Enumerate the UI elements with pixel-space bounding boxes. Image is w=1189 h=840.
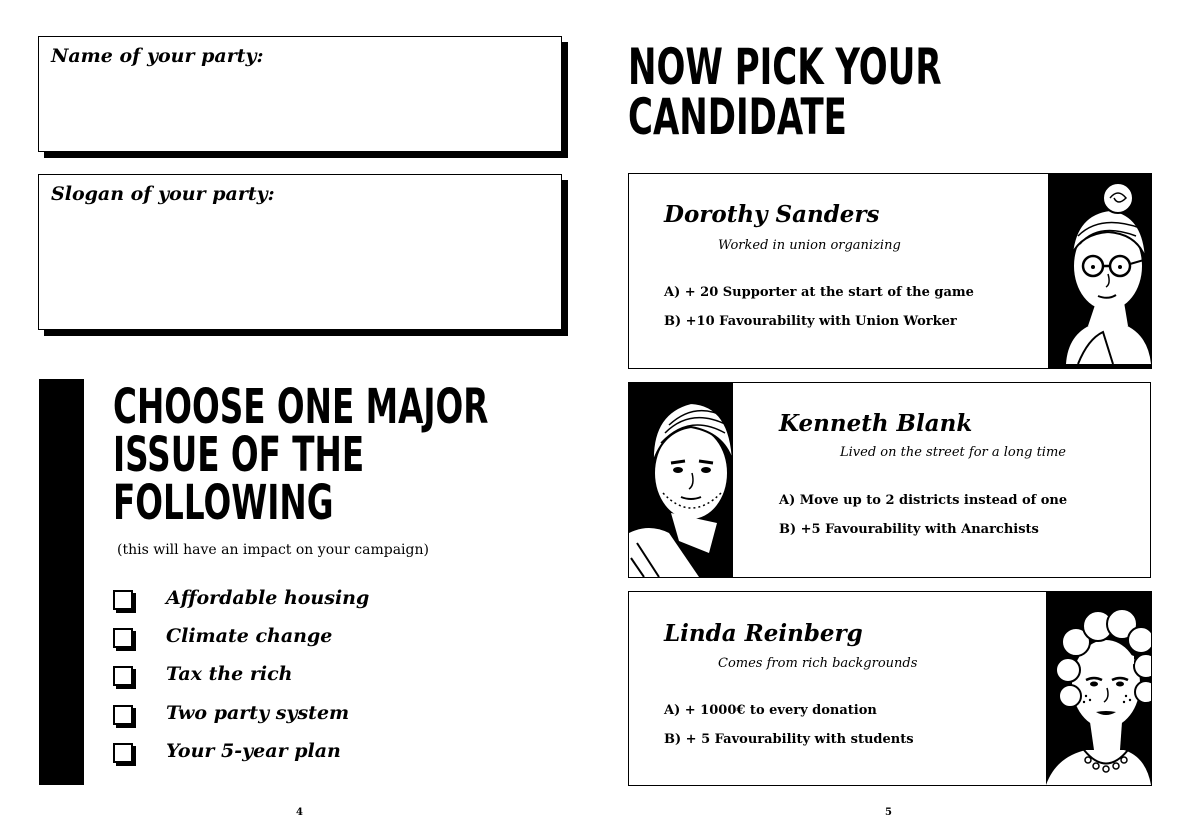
candidate-card-dorothy-sanders[interactable]	[628, 173, 1152, 369]
issue-label: Climate change	[166, 625, 333, 647]
candidate-headline-line-1: NOW PICK YOUR	[628, 38, 942, 96]
party-slogan-label: Slogan of your party:	[51, 183, 275, 205]
candidate-option-b[interactable]: B) + 5 Favourability with students	[664, 732, 914, 747]
candidate-name: Linda Reinberg	[664, 620, 863, 647]
checkbox-icon[interactable]	[113, 590, 133, 610]
checkbox-icon[interactable]	[113, 743, 133, 763]
curly-haired-woman-portrait-icon	[1046, 592, 1151, 785]
issue-label: Your 5-year plan	[166, 740, 341, 762]
candidate-background: Worked in union organizing	[718, 238, 901, 253]
bearded-man-portrait-icon	[629, 383, 733, 577]
issue-label: Tax the rich	[166, 663, 293, 685]
candidate-headline	[628, 38, 942, 146]
candidate-background: Comes from rich backgrounds	[718, 656, 918, 671]
candidate-card-linda-reinberg[interactable]	[628, 591, 1152, 786]
candidate-name: Dorothy Sanders	[664, 201, 880, 228]
issue-headline	[113, 379, 489, 531]
checkbox-icon[interactable]	[113, 705, 133, 725]
party-slogan-field[interactable]	[38, 174, 562, 330]
page-number-right: 5	[885, 807, 892, 818]
woman-with-glasses-portrait-icon	[1048, 174, 1151, 368]
candidate-background: Lived on the street for a long time	[840, 445, 1066, 460]
issue-label: Two party system	[166, 702, 350, 724]
candidate-option-a[interactable]: A) + 1000€ to every donation	[664, 703, 877, 718]
candidate-name: Kenneth Blank	[779, 410, 973, 437]
checkbox-icon[interactable]	[113, 628, 133, 648]
candidate-option-b[interactable]: B) +10 Favourability with Union Worker	[664, 314, 957, 329]
issue-impact-note: (this will have an impact on your campaign)	[117, 542, 429, 558]
issue-headline-line-3: FOLLOWING	[113, 475, 334, 531]
candidate-option-a[interactable]: A) Move up to 2 districts instead of one	[779, 493, 1068, 508]
issue-label: Affordable housing	[166, 587, 370, 609]
candidate-option-b[interactable]: B) +5 Favourability with Anarchists	[779, 522, 1039, 537]
issue-headline-line-2: ISSUE OF THE	[113, 427, 365, 483]
party-name-field[interactable]	[38, 36, 562, 152]
checkbox-icon[interactable]	[113, 666, 133, 686]
issue-headline-line-1: CHOOSE ONE MAJOR	[113, 379, 489, 435]
candidate-option-a[interactable]: A) + 20 Supporter at the start of the game	[664, 285, 974, 300]
section-side-bar	[39, 379, 84, 785]
candidate-card-kenneth-blank[interactable]	[628, 382, 1151, 578]
party-name-label: Name of your party:	[51, 45, 264, 67]
candidate-headline-line-2: CANDIDATE	[628, 88, 847, 146]
page-number-left: 4	[296, 807, 303, 818]
